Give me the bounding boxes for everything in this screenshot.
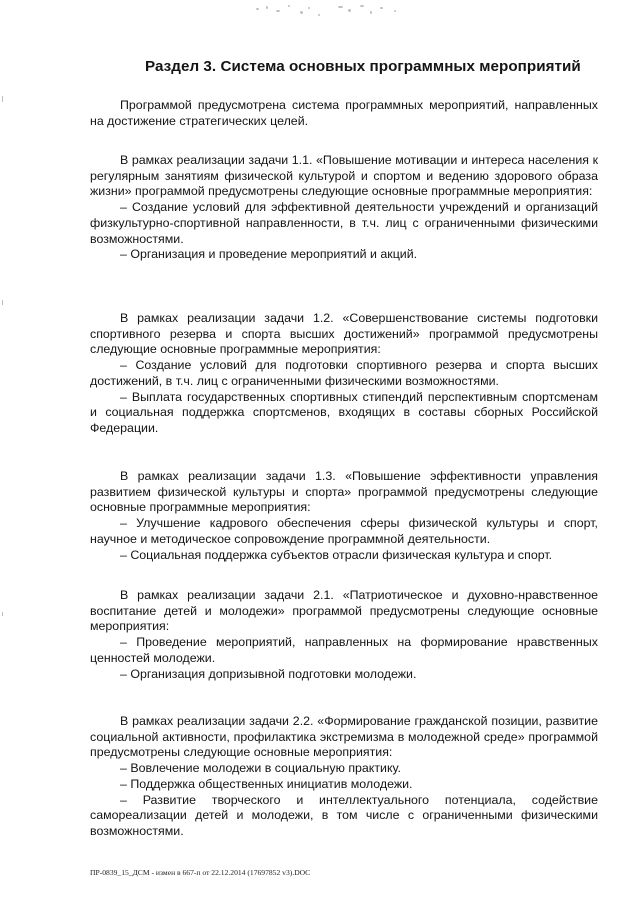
task-item: – Организация допризывной подготовки молодежи. <box>120 666 417 681</box>
task-block <box>90 714 598 840</box>
task-block <box>90 153 598 263</box>
footer-file-reference: ПР-0839_15_ДСМ - измен в 667-п от 22.12.2014 (17697852 v3).DOC <box>90 868 311 877</box>
task-text: В рамках реализации задачи 1.3. «Повышение эффективности управления развитием физической культуры и спорта» программой предусмотрены следующие основные программные мероприятия: <box>90 469 598 515</box>
task-item: – Создание условий для эффективной деятельности учреждений и организаций физкультурно-спортивной направленности, в т.ч. лиц с ограниченными физическими возможностями. <box>90 200 598 246</box>
task-text: В рамках реализации задачи 1.1. «Повышение мотивации и интереса населения к регулярным занятиям физической культурой и спортом и ведению здорового образа жизни» программой предусмотрены следующие основные программные мероприятия: <box>90 153 598 199</box>
task-block <box>90 469 598 563</box>
task-item: – Организация и проведение мероприятий и акций. <box>120 247 418 262</box>
scan-artifact <box>248 2 408 22</box>
task-item: – Поддержка общественных инициатив молодежи. <box>120 776 413 791</box>
task-text: В рамках реализации задачи 2.2. «Формирование гражданской позиции, развитие социальной активности, профилактика экстремизма в молодежной среде» программой предусмотрены следующие основные мероприятия: <box>90 714 598 760</box>
task-item: – Улучшение кадрового обеспечения сферы физической культуры и спорт, научное и методическое сопровождение программной деятельности. <box>90 516 598 546</box>
task-block <box>90 588 598 682</box>
task-item: – Социальная поддержка субъектов отрасли физическая культура и спорт. <box>120 547 553 562</box>
task-text: В рамках реализации задачи 2.1. «Патриотическое и духовно-нравственное воспитание детей и молодежи» программой предусмотрены следующие основные мероприятия: <box>90 588 598 634</box>
scan-edge-mark <box>2 612 3 616</box>
scan-edge-mark <box>2 96 3 102</box>
scan-edge-mark <box>2 300 3 305</box>
section-heading: Раздел 3. Система основных программных мероприятий <box>145 58 581 75</box>
intro-text: Программой предусмотрена система программных мероприятий, направленных на достижение стратегических целей. <box>90 98 598 128</box>
intro-paragraph <box>90 98 598 129</box>
task-item: – Проведение мероприятий, направленных на формирование нравственных ценностей молодежи. <box>90 635 598 665</box>
task-block <box>90 311 598 437</box>
task-item: – Вовлечение молодежи в социальную практику. <box>120 761 401 776</box>
task-item: – Создание условий для подготовки спортивного резерва и спорта высших достижений, в т.ч. лиц с ограниченными физическими возможностями. <box>90 358 598 388</box>
task-text: В рамках реализации задачи 1.2. «Совершенствование системы подготовки спортивного резерва и спорта высших достижений» программой предусмотрены следующие основные программные мероприятия: <box>90 311 598 357</box>
task-item: – Выплата государственных спортивных стипендий перспективным спортсменам и социальная поддержка спортсменов, входящих в составы сборных Российской Федерации. <box>90 389 598 435</box>
task-item: – Развитие творческого и интеллектуального потенциала, содействие самореализации детей и молодежи, в том числе с ограниченными физическими возможностями. <box>90 792 598 838</box>
